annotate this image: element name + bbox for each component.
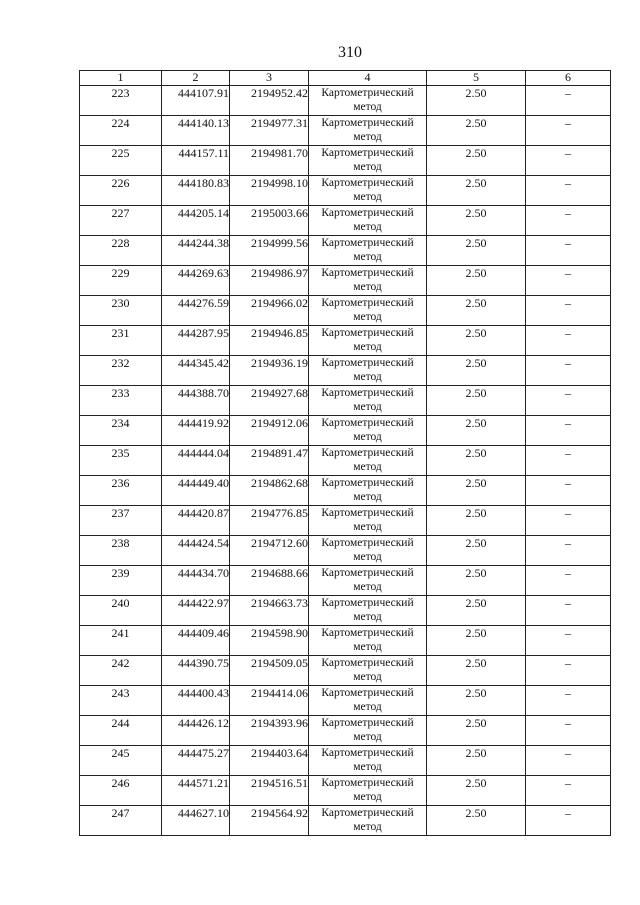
precision-value: 2.50 [427,386,526,416]
x-coordinate: 444434.70 [162,566,230,596]
note-cell: – [526,806,611,836]
x-coordinate: 444388.70 [162,386,230,416]
precision-value: 2.50 [427,446,526,476]
determination-method: Картометрический метод [309,206,427,236]
column-header-4: 4 [309,71,427,86]
precision-value: 2.50 [427,116,526,146]
note-cell: – [526,746,611,776]
note-cell: – [526,356,611,386]
y-coordinate: 2194966.02 [230,296,309,326]
table-row [80,566,611,596]
y-coordinate: 2194663.73 [230,596,309,626]
x-coordinate: 444420.87 [162,506,230,536]
x-coordinate: 444627.10 [162,806,230,836]
precision-value: 2.50 [427,806,526,836]
x-coordinate: 444390.75 [162,656,230,686]
note-cell: – [526,656,611,686]
note-cell: – [526,776,611,806]
precision-value: 2.50 [427,746,526,776]
y-coordinate: 2194936.19 [230,356,309,386]
precision-value: 2.50 [427,776,526,806]
y-coordinate: 2194393.96 [230,716,309,746]
determination-method: Картометрический метод [309,506,427,536]
point-number: 230 [80,296,162,326]
x-coordinate: 444107.91 [162,86,230,116]
table-row [80,116,611,146]
y-coordinate: 2194414.06 [230,686,309,716]
determination-method: Картометрический метод [309,566,427,596]
table-row [80,596,611,626]
x-coordinate: 444244.38 [162,236,230,266]
precision-value: 2.50 [427,656,526,686]
point-number: 243 [80,686,162,716]
table-row [80,176,611,206]
table-row [80,656,611,686]
table-row [80,386,611,416]
note-cell: – [526,566,611,596]
note-cell: – [526,116,611,146]
determination-method: Картометрический метод [309,716,427,746]
x-coordinate: 444426.12 [162,716,230,746]
x-coordinate: 444345.42 [162,356,230,386]
x-coordinate: 444419.92 [162,416,230,446]
y-coordinate: 2194912.06 [230,416,309,446]
point-number: 239 [80,566,162,596]
x-coordinate: 444449.40 [162,476,230,506]
table-row [80,536,611,566]
table-row [80,776,611,806]
y-coordinate: 2194927.68 [230,386,309,416]
y-coordinate: 2194952.42 [230,86,309,116]
note-cell: – [526,536,611,566]
point-number: 228 [80,236,162,266]
precision-value: 2.50 [427,506,526,536]
note-cell: – [526,416,611,446]
precision-value: 2.50 [427,326,526,356]
precision-value: 2.50 [427,236,526,266]
point-number: 235 [80,446,162,476]
x-coordinate: 444409.46 [162,626,230,656]
table-row [80,356,611,386]
precision-value: 2.50 [427,686,526,716]
precision-value: 2.50 [427,176,526,206]
point-number: 247 [80,806,162,836]
y-coordinate: 2194403.64 [230,746,309,776]
table-row [80,476,611,506]
column-header-3: 3 [230,71,309,86]
point-number: 229 [80,266,162,296]
x-coordinate: 444205.14 [162,206,230,236]
y-coordinate: 2194891.47 [230,446,309,476]
column-header-2: 2 [162,71,230,86]
point-number: 226 [80,176,162,206]
precision-value: 2.50 [427,566,526,596]
determination-method: Картометрический метод [309,386,427,416]
x-coordinate: 444269.63 [162,266,230,296]
table-row [80,266,611,296]
precision-value: 2.50 [427,476,526,506]
note-cell: – [526,506,611,536]
determination-method: Картометрический метод [309,776,427,806]
precision-value: 2.50 [427,296,526,326]
note-cell: – [526,446,611,476]
precision-value: 2.50 [427,536,526,566]
determination-method: Картометрический метод [309,296,427,326]
point-number: 238 [80,536,162,566]
table-row [80,326,611,356]
coordinates-table [79,70,611,836]
determination-method: Картометрический метод [309,746,427,776]
y-coordinate: 2194977.31 [230,116,309,146]
determination-method: Картометрический метод [309,356,427,386]
determination-method: Картометрический метод [309,686,427,716]
precision-value: 2.50 [427,86,526,116]
point-number: 232 [80,356,162,386]
table-row [80,626,611,656]
precision-value: 2.50 [427,266,526,296]
table-row [80,506,611,536]
table-row [80,746,611,776]
determination-method: Картометрический метод [309,446,427,476]
y-coordinate: 2194598.90 [230,626,309,656]
y-coordinate: 2194509.05 [230,656,309,686]
point-number: 240 [80,596,162,626]
column-header-5: 5 [427,71,526,86]
determination-method: Картометрический метод [309,266,427,296]
y-coordinate: 2194998.10 [230,176,309,206]
point-number: 225 [80,146,162,176]
table-row [80,416,611,446]
point-number: 241 [80,626,162,656]
precision-value: 2.50 [427,716,526,746]
point-number: 223 [80,86,162,116]
note-cell: – [526,236,611,266]
precision-value: 2.50 [427,206,526,236]
point-number: 227 [80,206,162,236]
x-coordinate: 444475.27 [162,746,230,776]
determination-method: Картометрический метод [309,176,427,206]
table-header-row [80,71,611,86]
determination-method: Картометрический метод [309,416,427,446]
x-coordinate: 444422.97 [162,596,230,626]
determination-method: Картометрический метод [309,86,427,116]
point-number: 242 [80,656,162,686]
x-coordinate: 444400.43 [162,686,230,716]
determination-method: Картометрический метод [309,326,427,356]
note-cell: – [526,326,611,356]
y-coordinate: 2194776.85 [230,506,309,536]
note-cell: – [526,206,611,236]
point-number: 246 [80,776,162,806]
x-coordinate: 444157.11 [162,146,230,176]
y-coordinate: 2194688.66 [230,566,309,596]
column-header-6: 6 [526,71,611,86]
precision-value: 2.50 [427,416,526,446]
point-number: 245 [80,746,162,776]
point-number: 236 [80,476,162,506]
y-coordinate: 2194712.60 [230,536,309,566]
note-cell: – [526,146,611,176]
table-row [80,686,611,716]
table-row [80,446,611,476]
note-cell: – [526,626,611,656]
determination-method: Картометрический метод [309,476,427,506]
note-cell: – [526,716,611,746]
determination-method: Картометрический метод [309,596,427,626]
note-cell: – [526,176,611,206]
note-cell: – [526,86,611,116]
table-row [80,206,611,236]
table-row [80,146,611,176]
determination-method: Картометрический метод [309,806,427,836]
precision-value: 2.50 [427,626,526,656]
determination-method: Картометрический метод [309,536,427,566]
table-row [80,236,611,266]
table-body [80,86,611,836]
point-number: 234 [80,416,162,446]
y-coordinate: 2194999.56 [230,236,309,266]
determination-method: Картометрический метод [309,116,427,146]
y-coordinate: 2194564.92 [230,806,309,836]
point-number: 244 [80,716,162,746]
x-coordinate: 444424.54 [162,536,230,566]
note-cell: – [526,476,611,506]
y-coordinate: 2194516.51 [230,776,309,806]
x-coordinate: 444140.13 [162,116,230,146]
point-number: 233 [80,386,162,416]
x-coordinate: 444571.21 [162,776,230,806]
note-cell: – [526,296,611,326]
note-cell: – [526,686,611,716]
table-row [80,86,611,116]
x-coordinate: 444287.95 [162,326,230,356]
table-row [80,806,611,836]
y-coordinate: 2194946.85 [230,326,309,356]
y-coordinate: 2194862.68 [230,476,309,506]
determination-method: Картометрический метод [309,146,427,176]
y-coordinate: 2194986.97 [230,266,309,296]
point-number: 224 [80,116,162,146]
y-coordinate: 2195003.66 [230,206,309,236]
precision-value: 2.50 [427,146,526,176]
x-coordinate: 444276.59 [162,296,230,326]
determination-method: Картометрический метод [309,656,427,686]
point-number: 231 [80,326,162,356]
determination-method: Картометрический метод [309,626,427,656]
column-header-1: 1 [80,71,162,86]
table-row [80,716,611,746]
table-row [80,296,611,326]
note-cell: – [526,386,611,416]
x-coordinate: 444180.83 [162,176,230,206]
determination-method: Картометрический метод [309,236,427,266]
x-coordinate: 444444.04 [162,446,230,476]
page-number: 310 [338,44,362,61]
precision-value: 2.50 [427,596,526,626]
note-cell: – [526,596,611,626]
precision-value: 2.50 [427,356,526,386]
note-cell: – [526,266,611,296]
y-coordinate: 2194981.70 [230,146,309,176]
point-number: 237 [80,506,162,536]
